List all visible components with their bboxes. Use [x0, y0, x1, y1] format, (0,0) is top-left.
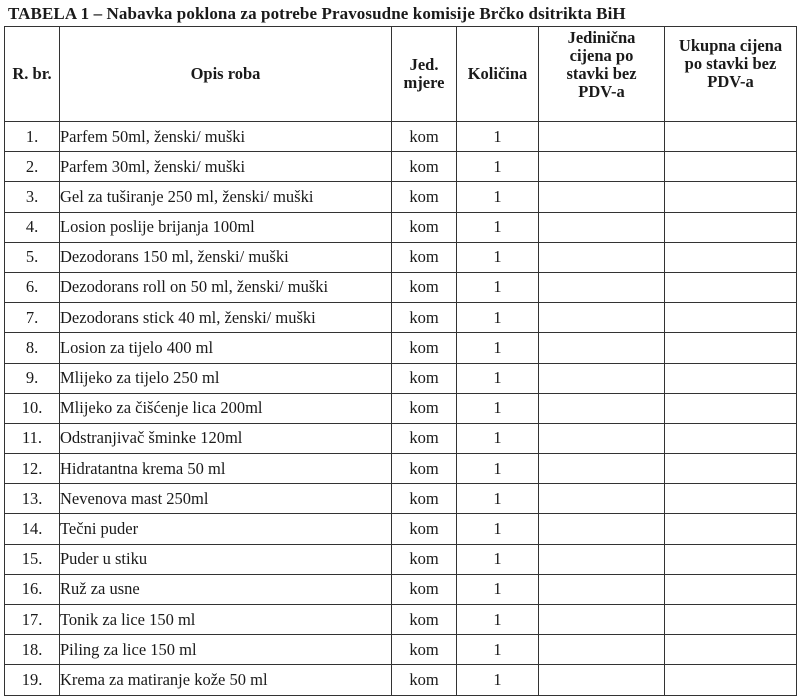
cell-row-number: 6. [5, 272, 60, 302]
cell-quantity: 1 [457, 484, 539, 514]
cell-description: Ruž za usne [60, 574, 392, 604]
cell-unit-price [539, 665, 665, 695]
cell-unit: kom [392, 423, 457, 453]
cell-total-price [665, 544, 797, 574]
cell-unit-price [539, 574, 665, 604]
table-row [5, 635, 797, 665]
cell-quantity: 1 [457, 182, 539, 212]
cell-description: Parfem 50ml, ženski/ muški [60, 122, 392, 152]
header-description: Opis roba [60, 27, 392, 122]
cell-unit: kom [392, 303, 457, 333]
cell-description: Hidratantna krema 50 ml [60, 454, 392, 484]
cell-row-number: 10. [5, 393, 60, 423]
header-total-price-line: po stavki bez [684, 54, 777, 74]
cell-quantity: 1 [457, 272, 539, 302]
table-row [5, 122, 797, 152]
header-row-number: R. br. [5, 27, 60, 122]
cell-total-price [665, 514, 797, 544]
cell-total-price [665, 665, 797, 695]
table-row [5, 242, 797, 272]
table-row [5, 544, 797, 574]
cell-row-number: 8. [5, 333, 60, 363]
cell-row-number: 9. [5, 363, 60, 393]
cell-unit: kom [392, 393, 457, 423]
cell-description: Tonik za lice 150 ml [60, 605, 392, 635]
cell-description: Nevenova mast 250ml [60, 484, 392, 514]
cell-total-price [665, 242, 797, 272]
cell-unit-price [539, 242, 665, 272]
cell-row-number: 7. [5, 303, 60, 333]
cell-total-price [665, 393, 797, 423]
cell-row-number: 1. [5, 122, 60, 152]
cell-unit-price [539, 152, 665, 182]
cell-unit: kom [392, 182, 457, 212]
cell-row-number: 12. [5, 454, 60, 484]
cell-unit-price [539, 303, 665, 333]
cell-unit: kom [392, 484, 457, 514]
cell-unit: kom [392, 333, 457, 363]
cell-unit: kom [392, 454, 457, 484]
cell-total-price [665, 272, 797, 302]
cell-description: Krema za matiranje kože 50 ml [60, 665, 392, 695]
cell-row-number: 18. [5, 635, 60, 665]
table-row [5, 514, 797, 544]
cell-unit: kom [392, 514, 457, 544]
cell-total-price [665, 122, 797, 152]
cell-row-number: 19. [5, 665, 60, 695]
header-unit-price-line: Jedinična [567, 28, 636, 47]
cell-unit-price [539, 333, 665, 363]
cell-unit-price [539, 182, 665, 212]
cell-unit-price [539, 635, 665, 665]
cell-unit: kom [392, 635, 457, 665]
header-unit-price-line: stavki bez [566, 64, 637, 84]
table-row [5, 303, 797, 333]
cell-quantity: 1 [457, 423, 539, 453]
cell-row-number: 11. [5, 423, 60, 453]
cell-quantity: 1 [457, 333, 539, 363]
cell-unit: kom [392, 152, 457, 182]
cell-unit-price [539, 363, 665, 393]
cell-unit: kom [392, 242, 457, 272]
cell-quantity: 1 [457, 454, 539, 484]
cell-total-price [665, 333, 797, 363]
cell-unit-price [539, 423, 665, 453]
cell-total-price [665, 484, 797, 514]
header-unit-price-line: cijena po [569, 46, 634, 66]
cell-unit-price [539, 514, 665, 544]
cell-unit-price [539, 272, 665, 302]
table-row [5, 574, 797, 604]
cell-row-number: 5. [5, 242, 60, 272]
cell-quantity: 1 [457, 363, 539, 393]
cell-row-number: 4. [5, 212, 60, 242]
header-unit-line: mjere [403, 73, 445, 92]
cell-quantity: 1 [457, 665, 539, 695]
table-row [5, 423, 797, 453]
cell-total-price [665, 423, 797, 453]
cell-description: Dezodorans stick 40 ml, ženski/ muški [60, 303, 392, 333]
cell-unit-price [539, 484, 665, 514]
cell-unit-price [539, 605, 665, 635]
cell-quantity: 1 [457, 544, 539, 574]
cell-quantity: 1 [457, 605, 539, 635]
cell-unit: kom [392, 122, 457, 152]
table-row [5, 393, 797, 423]
cell-unit: kom [392, 363, 457, 393]
cell-total-price [665, 363, 797, 393]
table-row [5, 152, 797, 182]
cell-unit-price [539, 454, 665, 484]
cell-quantity: 1 [457, 242, 539, 272]
cell-quantity: 1 [457, 212, 539, 242]
cell-row-number: 3. [5, 182, 60, 212]
cell-total-price [665, 454, 797, 484]
cell-total-price [665, 182, 797, 212]
cell-description: Mlijeko za tijelo 250 ml [60, 363, 392, 393]
document-title: TABELA 1 – Nabavka poklona za potrebe Pravosudne komisije Brčko dsitrikta BiH [8, 4, 626, 23]
header-unit-line: Jed. [409, 54, 439, 74]
header-unit-price-line: PDV-a [578, 82, 625, 102]
cell-total-price [665, 303, 797, 333]
cell-total-price [665, 605, 797, 635]
cell-unit: kom [392, 574, 457, 604]
cell-quantity: 1 [457, 393, 539, 423]
cell-unit-price [539, 212, 665, 242]
cell-unit-price [539, 544, 665, 574]
table-row [5, 484, 797, 514]
cell-description: Parfem 30ml, ženski/ muški [60, 152, 392, 182]
cell-quantity: 1 [457, 574, 539, 604]
table-row [5, 333, 797, 363]
header-total-price-line: Ukupna cijena [678, 36, 783, 55]
cell-description: Puder u stiku [60, 544, 392, 574]
header-unit [392, 27, 457, 122]
table-row [5, 665, 797, 695]
cell-quantity: 1 [457, 152, 539, 182]
table-row [5, 212, 797, 242]
cell-quantity: 1 [457, 514, 539, 544]
cell-description: Gel za tuširanje 250 ml, ženski/ muški [60, 182, 392, 212]
table-header-row [5, 27, 797, 122]
cell-unit: kom [392, 605, 457, 635]
table-row [5, 272, 797, 302]
cell-row-number: 16. [5, 574, 60, 604]
cell-description: Piling za lice 150 ml [60, 635, 392, 665]
cell-description: Dezodorans roll on 50 ml, ženski/ muški [60, 272, 392, 302]
cell-unit: kom [392, 272, 457, 302]
header-unit-price [539, 27, 665, 122]
goods-table [4, 26, 797, 696]
cell-quantity: 1 [457, 303, 539, 333]
table-body [5, 122, 797, 696]
cell-row-number: 15. [5, 544, 60, 574]
header-quantity: Količina [457, 27, 539, 122]
cell-description: Tečni puder [60, 514, 392, 544]
cell-total-price [665, 152, 797, 182]
cell-unit: kom [392, 544, 457, 574]
cell-quantity: 1 [457, 635, 539, 665]
cell-description: Dezodorans 150 ml, ženski/ muški [60, 242, 392, 272]
table-row [5, 182, 797, 212]
cell-row-number: 17. [5, 605, 60, 635]
cell-description: Mlijeko za čišćenje lica 200ml [60, 393, 392, 423]
cell-description: Odstranjivač šminke 120ml [60, 423, 392, 453]
cell-total-price [665, 212, 797, 242]
header-total-price-line: PDV-a [707, 72, 754, 92]
cell-unit-price [539, 393, 665, 423]
cell-quantity: 1 [457, 122, 539, 152]
table-row [5, 363, 797, 393]
table-row [5, 454, 797, 484]
cell-row-number: 14. [5, 514, 60, 544]
cell-total-price [665, 635, 797, 665]
table-row [5, 605, 797, 635]
cell-row-number: 2. [5, 152, 60, 182]
cell-description: Losion poslije brijanja 100ml [60, 212, 392, 242]
cell-row-number: 13. [5, 484, 60, 514]
cell-unit: kom [392, 212, 457, 242]
header-total-price [665, 27, 797, 122]
cell-total-price [665, 574, 797, 604]
cell-unit-price [539, 122, 665, 152]
cell-description: Losion za tijelo 400 ml [60, 333, 392, 363]
cell-unit: kom [392, 665, 457, 695]
